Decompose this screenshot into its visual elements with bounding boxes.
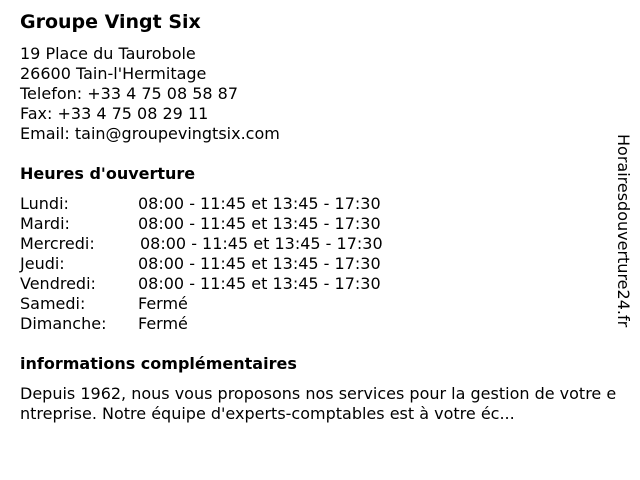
day-label: Mercredi: bbox=[20, 234, 95, 253]
watermark-text: Horairesdouverture24.fr bbox=[614, 134, 633, 328]
day-label: Lundi: bbox=[20, 194, 69, 213]
business-description: Depuis 1962, nous vous proposons nos services pour la gestion de votre entreprise. Notre équipe d'experts-comptables est à votre éc... bbox=[20, 384, 617, 423]
hours-value: 08:00 - 11:45 et 13:45 - 17:30 bbox=[140, 234, 383, 253]
hours-value: 08:00 - 11:45 et 13:45 - 17:30 bbox=[138, 274, 381, 293]
day-label: Vendredi: bbox=[20, 274, 96, 293]
hours-value: 08:00 - 11:45 et 13:45 - 17:30 bbox=[138, 214, 381, 233]
hours-value: Fermé bbox=[138, 314, 188, 333]
street-address: 19 Place du Taurobole bbox=[20, 44, 196, 63]
fax-number: Fax: +33 4 75 08 29 11 bbox=[20, 104, 209, 123]
day-label: Jeudi: bbox=[20, 254, 65, 273]
contact-block bbox=[20, 44, 280, 144]
hours-value: 08:00 - 11:45 et 13:45 - 17:30 bbox=[138, 254, 381, 273]
additional-info-heading: informations complémentaires bbox=[20, 354, 297, 373]
day-label: Samedi: bbox=[20, 294, 86, 313]
opening-hours-heading: Heures d'ouverture bbox=[20, 164, 196, 183]
business-name: Groupe Vingt Six bbox=[20, 11, 201, 33]
day-label: Dimanche: bbox=[20, 314, 107, 333]
site-watermark bbox=[611, 134, 635, 344]
day-label: Mardi: bbox=[20, 214, 70, 233]
hours-value: 08:00 - 11:45 et 13:45 - 17:30 bbox=[138, 194, 381, 213]
phone-number: Telefon: +33 4 75 08 58 87 bbox=[20, 84, 239, 103]
city-address: 26600 Tain-l'Hermitage bbox=[20, 64, 207, 83]
hours-value: Fermé bbox=[138, 294, 188, 313]
email-address: Email: tain@groupevingtsix.com bbox=[20, 124, 280, 143]
